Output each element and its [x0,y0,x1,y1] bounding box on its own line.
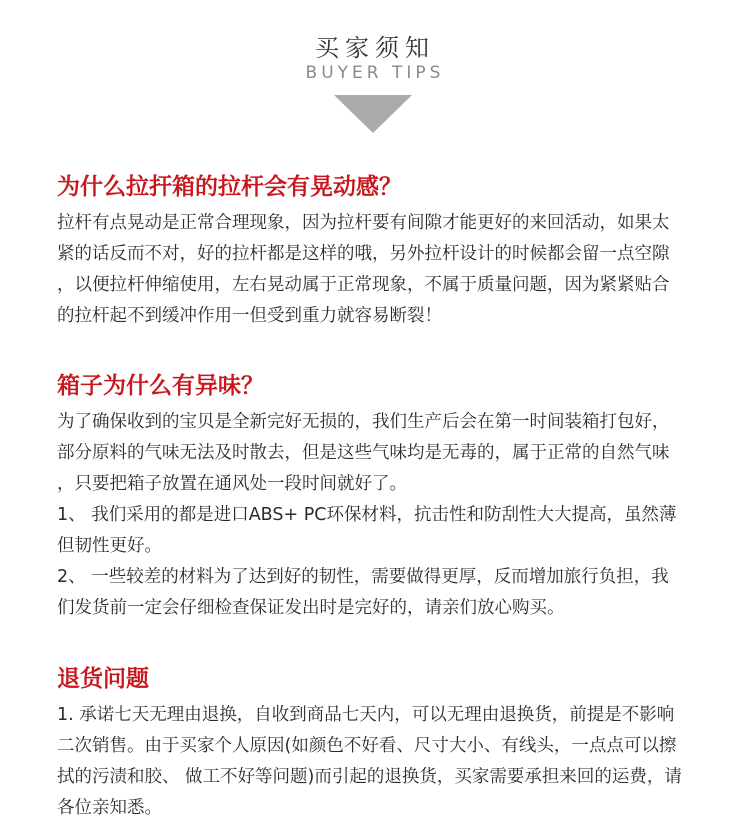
body-line: 拭的污渍和胶、 做工不好等问题)而引起的退换货，买家需要承担来回的运费，请 [57,767,682,787]
body-line: 1. 承诺七天无理由退换，自收到商品七天内，可以无理由退换货，前提是不影响 [57,705,675,725]
body-line: 为了确保收到的宝贝是全新完好无损的，我们生产后会在第一时间装箱打包好， [57,412,670,432]
body-line: 1、 我们采用的都是进口ABS+ PC环保材料，抗击性和防刮性大大提高，虽然薄 [57,505,677,525]
section-swaying-handle [57,172,707,332]
body-line: 二次销售。由于买家个人原因(如颜色不好看、尺寸大小、有线头，一点点可以擦 [57,736,677,756]
header-title: 买家须知 [315,34,435,62]
section-returns [57,664,707,824]
body-line: ，只要把箱子放置在通风处一段时间就好了。 [57,474,407,494]
body-line: ，以便拉杆伸缩使用，左右晃动属于正常现象，不属于质量问题，因为紧紧贴合 [57,275,670,295]
section-title: 退货问题 [57,666,149,692]
body-line: 紧的话反而不对，好的拉杆都是这样的哦，另外拉杆设计的时候都会留一点空隙 [57,244,670,264]
body-line: 但韧性更好。 [57,536,162,556]
down-arrow-icon [334,95,412,133]
body-line: 部分原料的气味无法及时散去，但是这些气味均是无毒的，属于正常的自然气味 [57,443,670,463]
section-body [57,700,707,824]
section-title: 箱子为什么有异味？ [57,373,264,399]
section-body [57,407,707,624]
body-line: 的拉杆起不到缓冲作用一但受到重力就容易断裂！ [57,306,442,326]
buyer-tips-header [0,0,750,140]
section-odor [57,371,707,624]
body-line: 拉杆有点晃动是正常合理现象，因为拉杆要有间隙才能更好的来回活动，如果太 [57,213,670,233]
body-line: 2、 一些较差的材料为了达到好的韧性，需要做得更厚，反而增加旅行负担，我 [57,567,669,587]
section-body [57,208,707,332]
body-line: 各位亲知悉。 [57,798,162,818]
header-subtitle: BUYER TIPS [305,63,445,83]
section-title: 为什么拉扞箱的拉杆会有晃动感？ [57,174,402,200]
body-line: 们发货前一定会仔细检查保证发出时是完好的，请亲们放心购买。 [57,598,565,618]
